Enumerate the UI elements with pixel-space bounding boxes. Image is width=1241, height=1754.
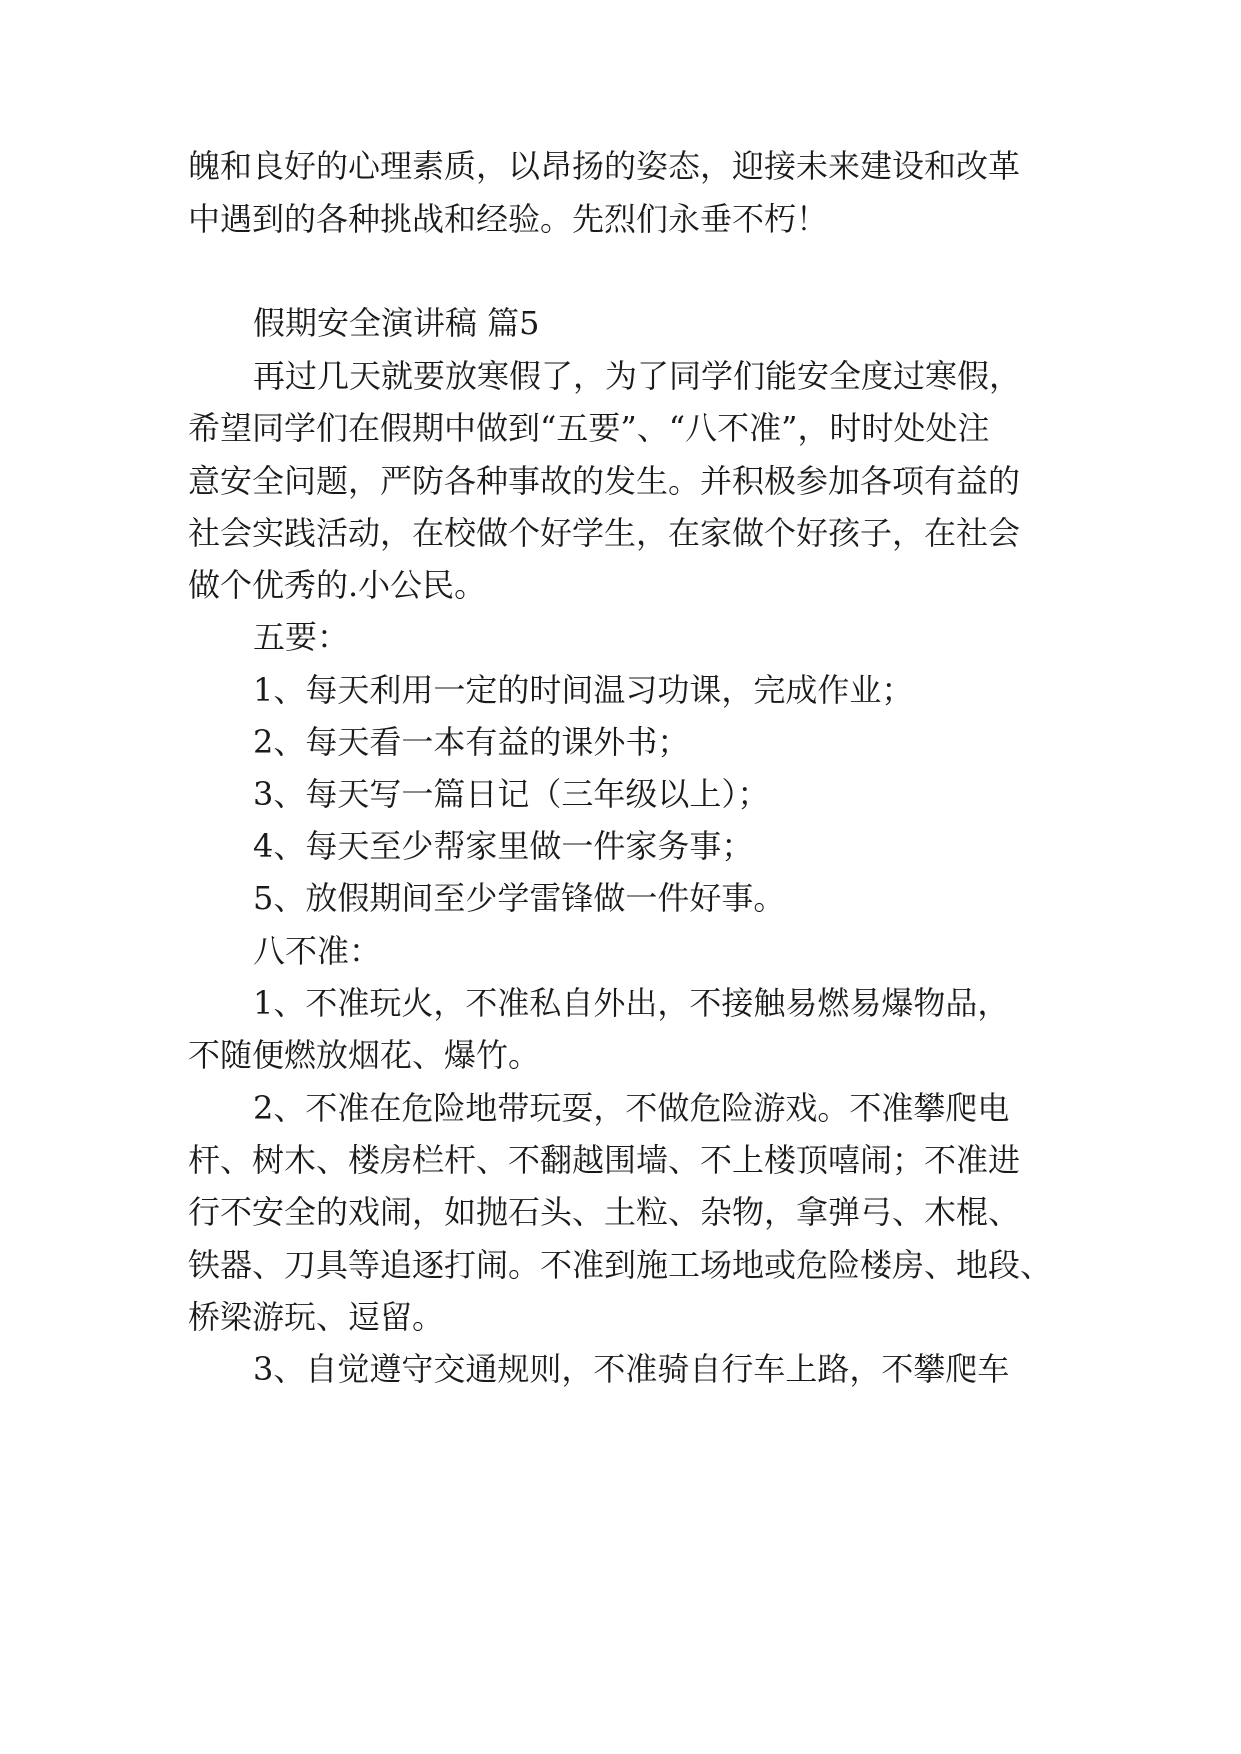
paragraph-line: 做个优秀的.小公民。: [188, 566, 487, 604]
list-item: 5、放假期间至少学雷锋做一件好事。: [253, 879, 786, 917]
list-item: 1、每天利用一定的时间温习功课，完成作业；: [253, 671, 914, 709]
list-item: 3、自觉遵守交通规则，不准骑自行车上路，不攀爬车: [253, 1350, 1010, 1388]
paragraph-line: 意安全问题，严防各种事故的发生。并积极参加各项有益的: [188, 462, 1021, 500]
list-item: 3、每天写一篇日记（三年级以上）；: [253, 775, 770, 813]
paragraph-line: 希望同学们在假期中做到“五要”、“八不准”，时时处处注: [188, 409, 990, 447]
paragraph-line: 杆、树木、楼房栏杆、不翻越围墙、不上楼顶嘻闹；不准进: [188, 1141, 1021, 1179]
paragraph-line: 不随便燃放烟花、爆竹。: [188, 1036, 541, 1074]
paragraph-line: 再过几天就要放寒假了，为了同学们能安全度过寒假，: [253, 357, 1022, 395]
list-item: 4、每天至少帮家里做一件家务事；: [253, 827, 754, 865]
list-heading: 五要：: [253, 618, 350, 656]
section-title: 假期安全演讲稿 篇5: [253, 304, 540, 342]
paragraph-line: 桥梁游玩、逗留。: [188, 1298, 445, 1336]
list-item: 2、每天看一本有益的课外书；: [253, 723, 690, 761]
paragraph-line: 社会实践活动，在校做个好学生，在家做个好孩子，在社会: [188, 514, 1021, 552]
list-item: 2、不准在危险地带玩耍，不做危险游戏。不准攀爬电: [253, 1089, 1010, 1127]
paragraph-line: 中遇到的各种挑战和经验。先烈们永垂不朽！: [188, 200, 829, 238]
list-item: 1、不准玩火，不准私自外出，不接触易燃易爆物品，: [253, 984, 1010, 1022]
paragraph-line: 行不安全的戏闹，如抛石头、土粒、杂物，拿弹弓、木棍、: [188, 1193, 1021, 1231]
list-heading: 八不准：: [253, 932, 382, 970]
paragraph-line: 魄和良好的心理素质，以昂扬的姿态，迎接未来建设和改革: [188, 147, 1021, 185]
paragraph-line: 铁器、刀具等追逐打闹。不准到施工场地或危险楼房、地段、: [188, 1246, 1053, 1284]
